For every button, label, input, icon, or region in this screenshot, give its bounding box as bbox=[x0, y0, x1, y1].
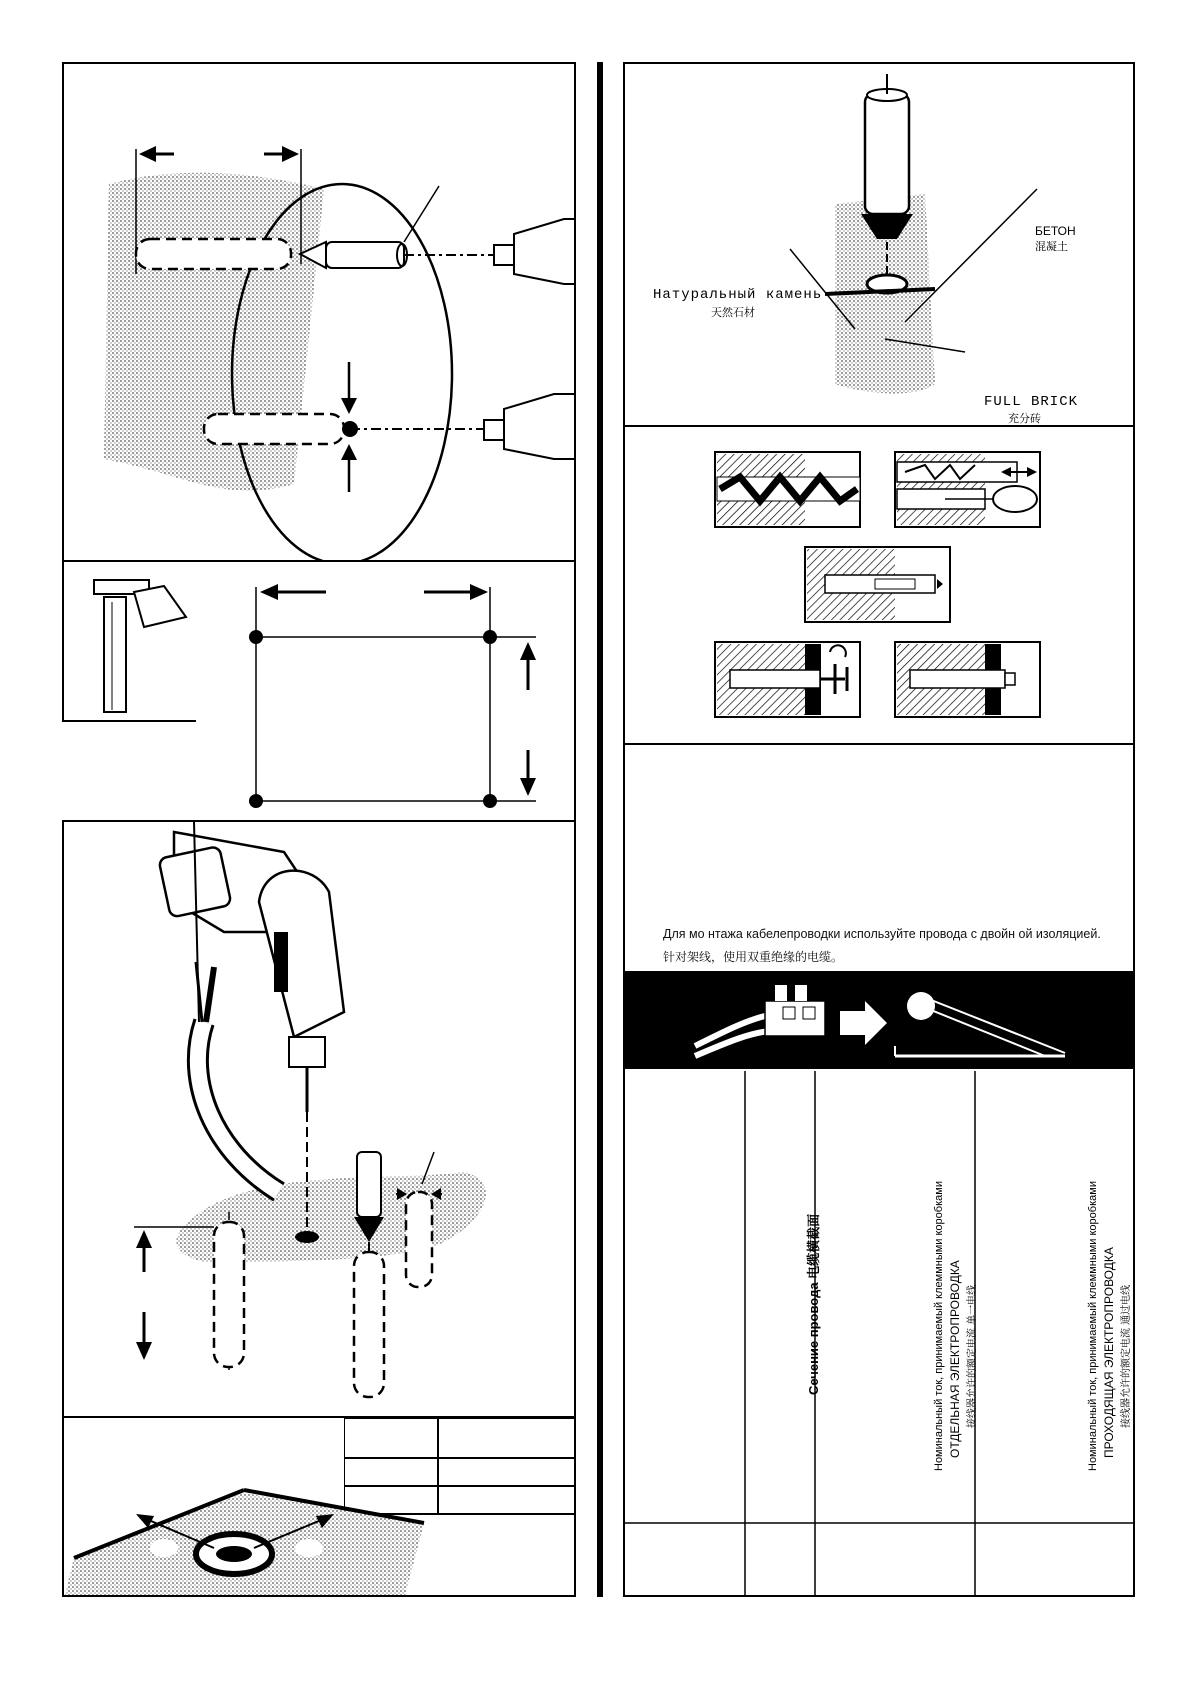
anchor-install-steps bbox=[625, 427, 1135, 745]
panel-anchor-steps bbox=[623, 425, 1135, 745]
drill-depth-diagram bbox=[64, 64, 576, 562]
panel-placement bbox=[62, 1416, 576, 1597]
terminal-block-illustration bbox=[625, 971, 1133, 1069]
step-clean bbox=[895, 452, 1040, 527]
cable-section-header: Сечение провода 电缆横截面 bbox=[806, 1213, 821, 1395]
cable-table-grid bbox=[625, 1071, 1135, 1597]
concrete-label: БЕТОН bbox=[1035, 224, 1076, 238]
connector-banner bbox=[625, 971, 1133, 1069]
through-wiring-header-2: ПРОХОДЯЩАЯ ЭЛЕКТРОПРОВОДКА bbox=[1102, 1247, 1116, 1458]
step-insert bbox=[805, 547, 950, 622]
natural-stone-label-zh: 天然石材 bbox=[711, 306, 755, 319]
mounting-hole-pattern bbox=[196, 562, 576, 822]
concrete-label-zh: 混凝土 bbox=[1035, 240, 1068, 253]
wiring-note-ru: Для мо нтажа кабелепроводки используйте провода с двойн ой изоляцией. bbox=[663, 927, 1101, 941]
panel-fixture-icon bbox=[62, 560, 198, 722]
step-done bbox=[895, 642, 1040, 717]
lamp-fixture-icon bbox=[64, 562, 198, 722]
single-wiring-header-1: Номинальный ток, принимаемый клеммными коробками bbox=[933, 1181, 945, 1471]
ground-placement-diagram bbox=[64, 1418, 576, 1597]
ground-drilling-diagram bbox=[64, 822, 576, 1418]
panel-wiring bbox=[623, 743, 1135, 1597]
full-brick-label-zh: 充分砖 bbox=[1008, 412, 1041, 425]
through-wiring-header-3: 接线器允许的额定电流 通过电线 bbox=[1121, 1284, 1132, 1428]
single-wiring-header-2: ОТДЕЛЬНАЯ ЭЛЕКТРОПРОВОДКА bbox=[948, 1260, 962, 1458]
step-drill bbox=[715, 452, 860, 527]
through-wiring-header-1: Номинальный ток, принимаемый клеммными коробками bbox=[1087, 1181, 1099, 1471]
panel-ground-drilling bbox=[62, 820, 576, 1418]
natural-stone-label: Натуральный камень bbox=[653, 287, 823, 303]
panel-mounting-pattern bbox=[196, 560, 576, 822]
wiring-note-zh: 针对架线，使用双重绝缘的电缆。 bbox=[663, 950, 844, 964]
panel-drill-depth bbox=[62, 62, 576, 562]
full-brick-label: FULL BRICK bbox=[984, 394, 1079, 410]
panel-materials bbox=[623, 62, 1135, 427]
single-wiring-header-3: 接线器允许的额定电流 单一电线 bbox=[967, 1284, 978, 1428]
step-tighten bbox=[715, 642, 860, 717]
column-divider bbox=[597, 62, 603, 1597]
